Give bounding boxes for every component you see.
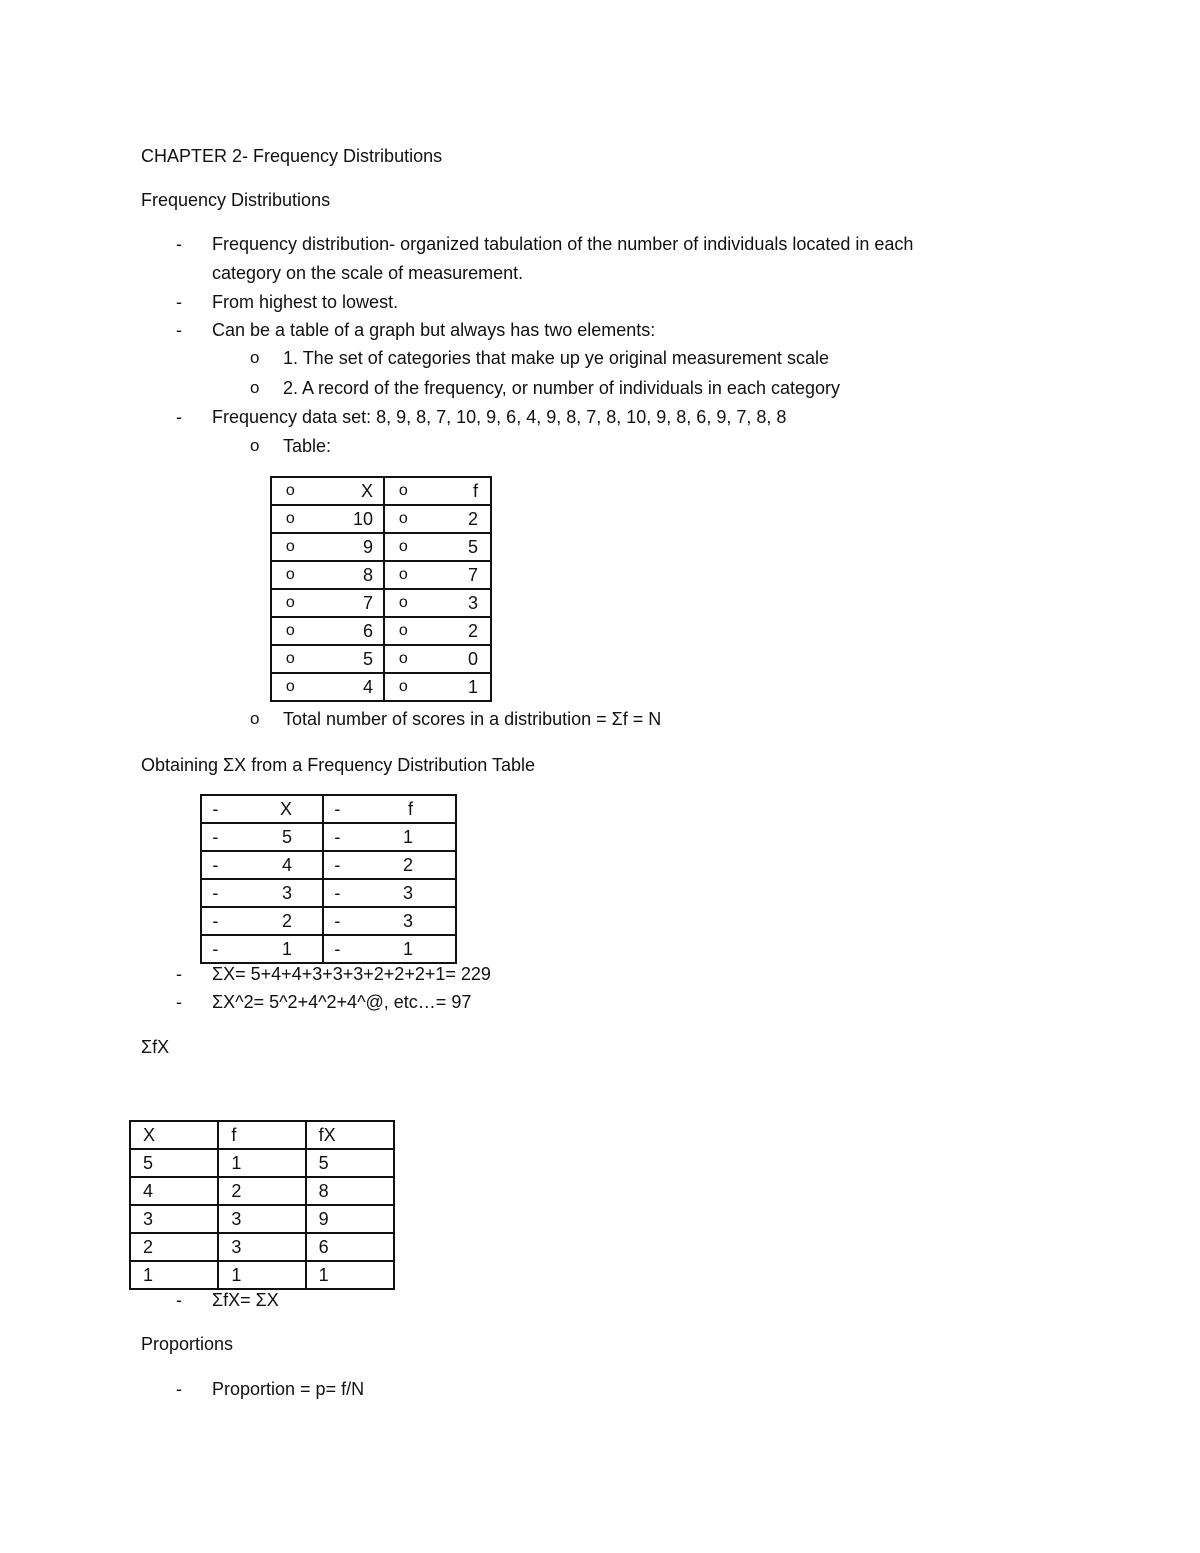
- f-value: f: [412, 477, 491, 505]
- row-marker: -: [201, 879, 229, 907]
- row-marker: o: [384, 589, 412, 617]
- row-marker: -: [323, 851, 351, 879]
- f-value: 7: [412, 561, 491, 589]
- sum-x-line: ΣX= 5+4+4+3+3+3+2+2+2+1= 229: [212, 964, 491, 984]
- table-row: [271, 589, 491, 617]
- circle-bullet: o: [250, 709, 260, 728]
- table-row: [130, 1261, 394, 1289]
- sub-bullet-frequency-record: 2. A record of the frequency, or number of individuals in each category: [283, 378, 840, 398]
- dash-bullet: -: [176, 407, 182, 427]
- x-value: 2: [229, 907, 323, 935]
- row-marker: o: [384, 477, 412, 505]
- x-value: 5: [299, 645, 384, 673]
- row-marker: -: [323, 907, 351, 935]
- table-row: [271, 673, 491, 701]
- table-row: [201, 795, 456, 823]
- frequency-table: [270, 476, 492, 702]
- row-marker: -: [323, 823, 351, 851]
- row-marker: o: [271, 561, 299, 589]
- table-row: [201, 851, 456, 879]
- f-value: 0: [412, 645, 491, 673]
- row-marker: o: [384, 533, 412, 561]
- bullet-highest-to-lowest: From highest to lowest.: [212, 292, 399, 312]
- row-marker: -: [201, 907, 229, 935]
- x-value: X: [299, 477, 384, 505]
- row-marker: o: [271, 589, 299, 617]
- row-marker: -: [201, 795, 229, 823]
- table-cell: 9: [306, 1205, 394, 1233]
- sub-bullet-categories: 1. The set of categories that make up ye original measurement scale: [283, 348, 829, 368]
- table-row: [201, 935, 456, 963]
- table-cell: 8: [306, 1177, 394, 1205]
- table-cell: 2: [218, 1177, 305, 1205]
- table-cell: 5: [306, 1149, 394, 1177]
- row-marker: -: [201, 851, 229, 879]
- section-heading-sum-fx: ΣfX: [141, 1037, 170, 1057]
- row-marker: o: [271, 617, 299, 645]
- f-value: 1: [351, 935, 456, 963]
- table-cell: 1: [218, 1261, 305, 1289]
- table-row: [271, 533, 491, 561]
- row-marker: -: [323, 935, 351, 963]
- total-scores-line: Total number of scores in a distribution = Σf = N: [283, 709, 662, 729]
- row-marker: o: [271, 673, 299, 701]
- table-cell: 5: [130, 1149, 218, 1177]
- bullet-frequency-distribution-def-line2: category on the scale of measurement.: [212, 263, 524, 283]
- table-header-row: [130, 1121, 394, 1149]
- table-row: [130, 1205, 394, 1233]
- table-row: [271, 561, 491, 589]
- f-value: 3: [351, 907, 456, 935]
- x-value: 10: [299, 505, 384, 533]
- dash-bullet: -: [176, 1379, 182, 1399]
- f-value: 1: [412, 673, 491, 701]
- sum-x-squared-line: ΣX^2= 5^2+4^2+4^@, etc…= 97: [212, 992, 472, 1012]
- table-row: [271, 645, 491, 673]
- circle-bullet: o: [250, 436, 260, 455]
- table-cell: 3: [218, 1233, 305, 1261]
- x-value: X: [229, 795, 323, 823]
- bullet-two-elements: Can be a table of a graph but always has two elements:: [212, 320, 656, 340]
- sum-x-frequency-table: [200, 794, 457, 964]
- dash-bullet: -: [176, 992, 182, 1012]
- table-row: [130, 1149, 394, 1177]
- f-value: 3: [412, 589, 491, 617]
- row-marker: o: [384, 505, 412, 533]
- dash-bullet: -: [176, 1290, 182, 1310]
- table-cell: 2: [130, 1233, 218, 1261]
- bullet-frequency-data-set: Frequency data set: 8, 9, 8, 7, 10, 9, 6, 4, 9, 8, 7, 8, 10, 9, 8, 6, 9, 7, 8, 8: [212, 407, 787, 427]
- row-marker: o: [271, 505, 299, 533]
- row-marker: o: [271, 645, 299, 673]
- row-marker: o: [384, 645, 412, 673]
- table-row: [130, 1233, 394, 1261]
- row-marker: o: [271, 477, 299, 505]
- section-heading-proportions: Proportions: [141, 1334, 234, 1354]
- table-cell: 1: [130, 1261, 218, 1289]
- table-row: [201, 823, 456, 851]
- x-value: 5: [229, 823, 323, 851]
- table-row: [201, 907, 456, 935]
- column-header: fX: [306, 1121, 394, 1149]
- sum-fx-equals-sum-x: ΣfX= ΣX: [212, 1290, 279, 1310]
- x-value: 9: [299, 533, 384, 561]
- f-value: f: [351, 795, 456, 823]
- x-value: 7: [299, 589, 384, 617]
- column-header: X: [130, 1121, 218, 1149]
- table-cell: 4: [130, 1177, 218, 1205]
- x-value: 8: [299, 561, 384, 589]
- table-cell: 3: [218, 1205, 305, 1233]
- f-value: 2: [412, 505, 491, 533]
- dash-bullet: -: [176, 964, 182, 984]
- dash-bullet: -: [176, 320, 182, 340]
- table-row: [271, 477, 491, 505]
- table-cell: 1: [218, 1149, 305, 1177]
- x-value: 4: [229, 851, 323, 879]
- table-row: [201, 879, 456, 907]
- f-value: 3: [351, 879, 456, 907]
- f-value: 2: [351, 851, 456, 879]
- section-heading-frequency-distributions: Frequency Distributions: [141, 190, 331, 210]
- row-marker: -: [323, 795, 351, 823]
- x-value: 3: [229, 879, 323, 907]
- chapter-title: CHAPTER 2- Frequency Distributions: [141, 146, 443, 166]
- f-value: 1: [351, 823, 456, 851]
- table-row: [271, 617, 491, 645]
- circle-bullet: o: [250, 378, 260, 397]
- column-header: f: [218, 1121, 305, 1149]
- circle-bullet: o: [250, 348, 260, 367]
- table-row: [130, 1177, 394, 1205]
- x-value: 6: [299, 617, 384, 645]
- table-cell: 3: [130, 1205, 218, 1233]
- table-row: [271, 505, 491, 533]
- row-marker: -: [323, 879, 351, 907]
- x-value: 1: [229, 935, 323, 963]
- f-value: 5: [412, 533, 491, 561]
- fx-table: [129, 1120, 395, 1290]
- table-label: Table:: [283, 436, 332, 456]
- row-marker: o: [384, 561, 412, 589]
- table-cell: 6: [306, 1233, 394, 1261]
- x-value: 4: [299, 673, 384, 701]
- dash-bullet: -: [176, 234, 182, 254]
- proportion-formula: Proportion = p= f/N: [212, 1379, 365, 1399]
- row-marker: o: [271, 533, 299, 561]
- row-marker: o: [384, 673, 412, 701]
- section-heading-obtaining-sum-x: Obtaining ΣX from a Frequency Distribution Table: [141, 755, 535, 775]
- dash-bullet: -: [176, 292, 182, 312]
- row-marker: -: [201, 935, 229, 963]
- bullet-frequency-distribution-def-line1: Frequency distribution- organized tabulation of the number of individuals located in each: [212, 234, 914, 254]
- table-cell: 1: [306, 1261, 394, 1289]
- row-marker: -: [201, 823, 229, 851]
- row-marker: o: [384, 617, 412, 645]
- f-value: 2: [412, 617, 491, 645]
